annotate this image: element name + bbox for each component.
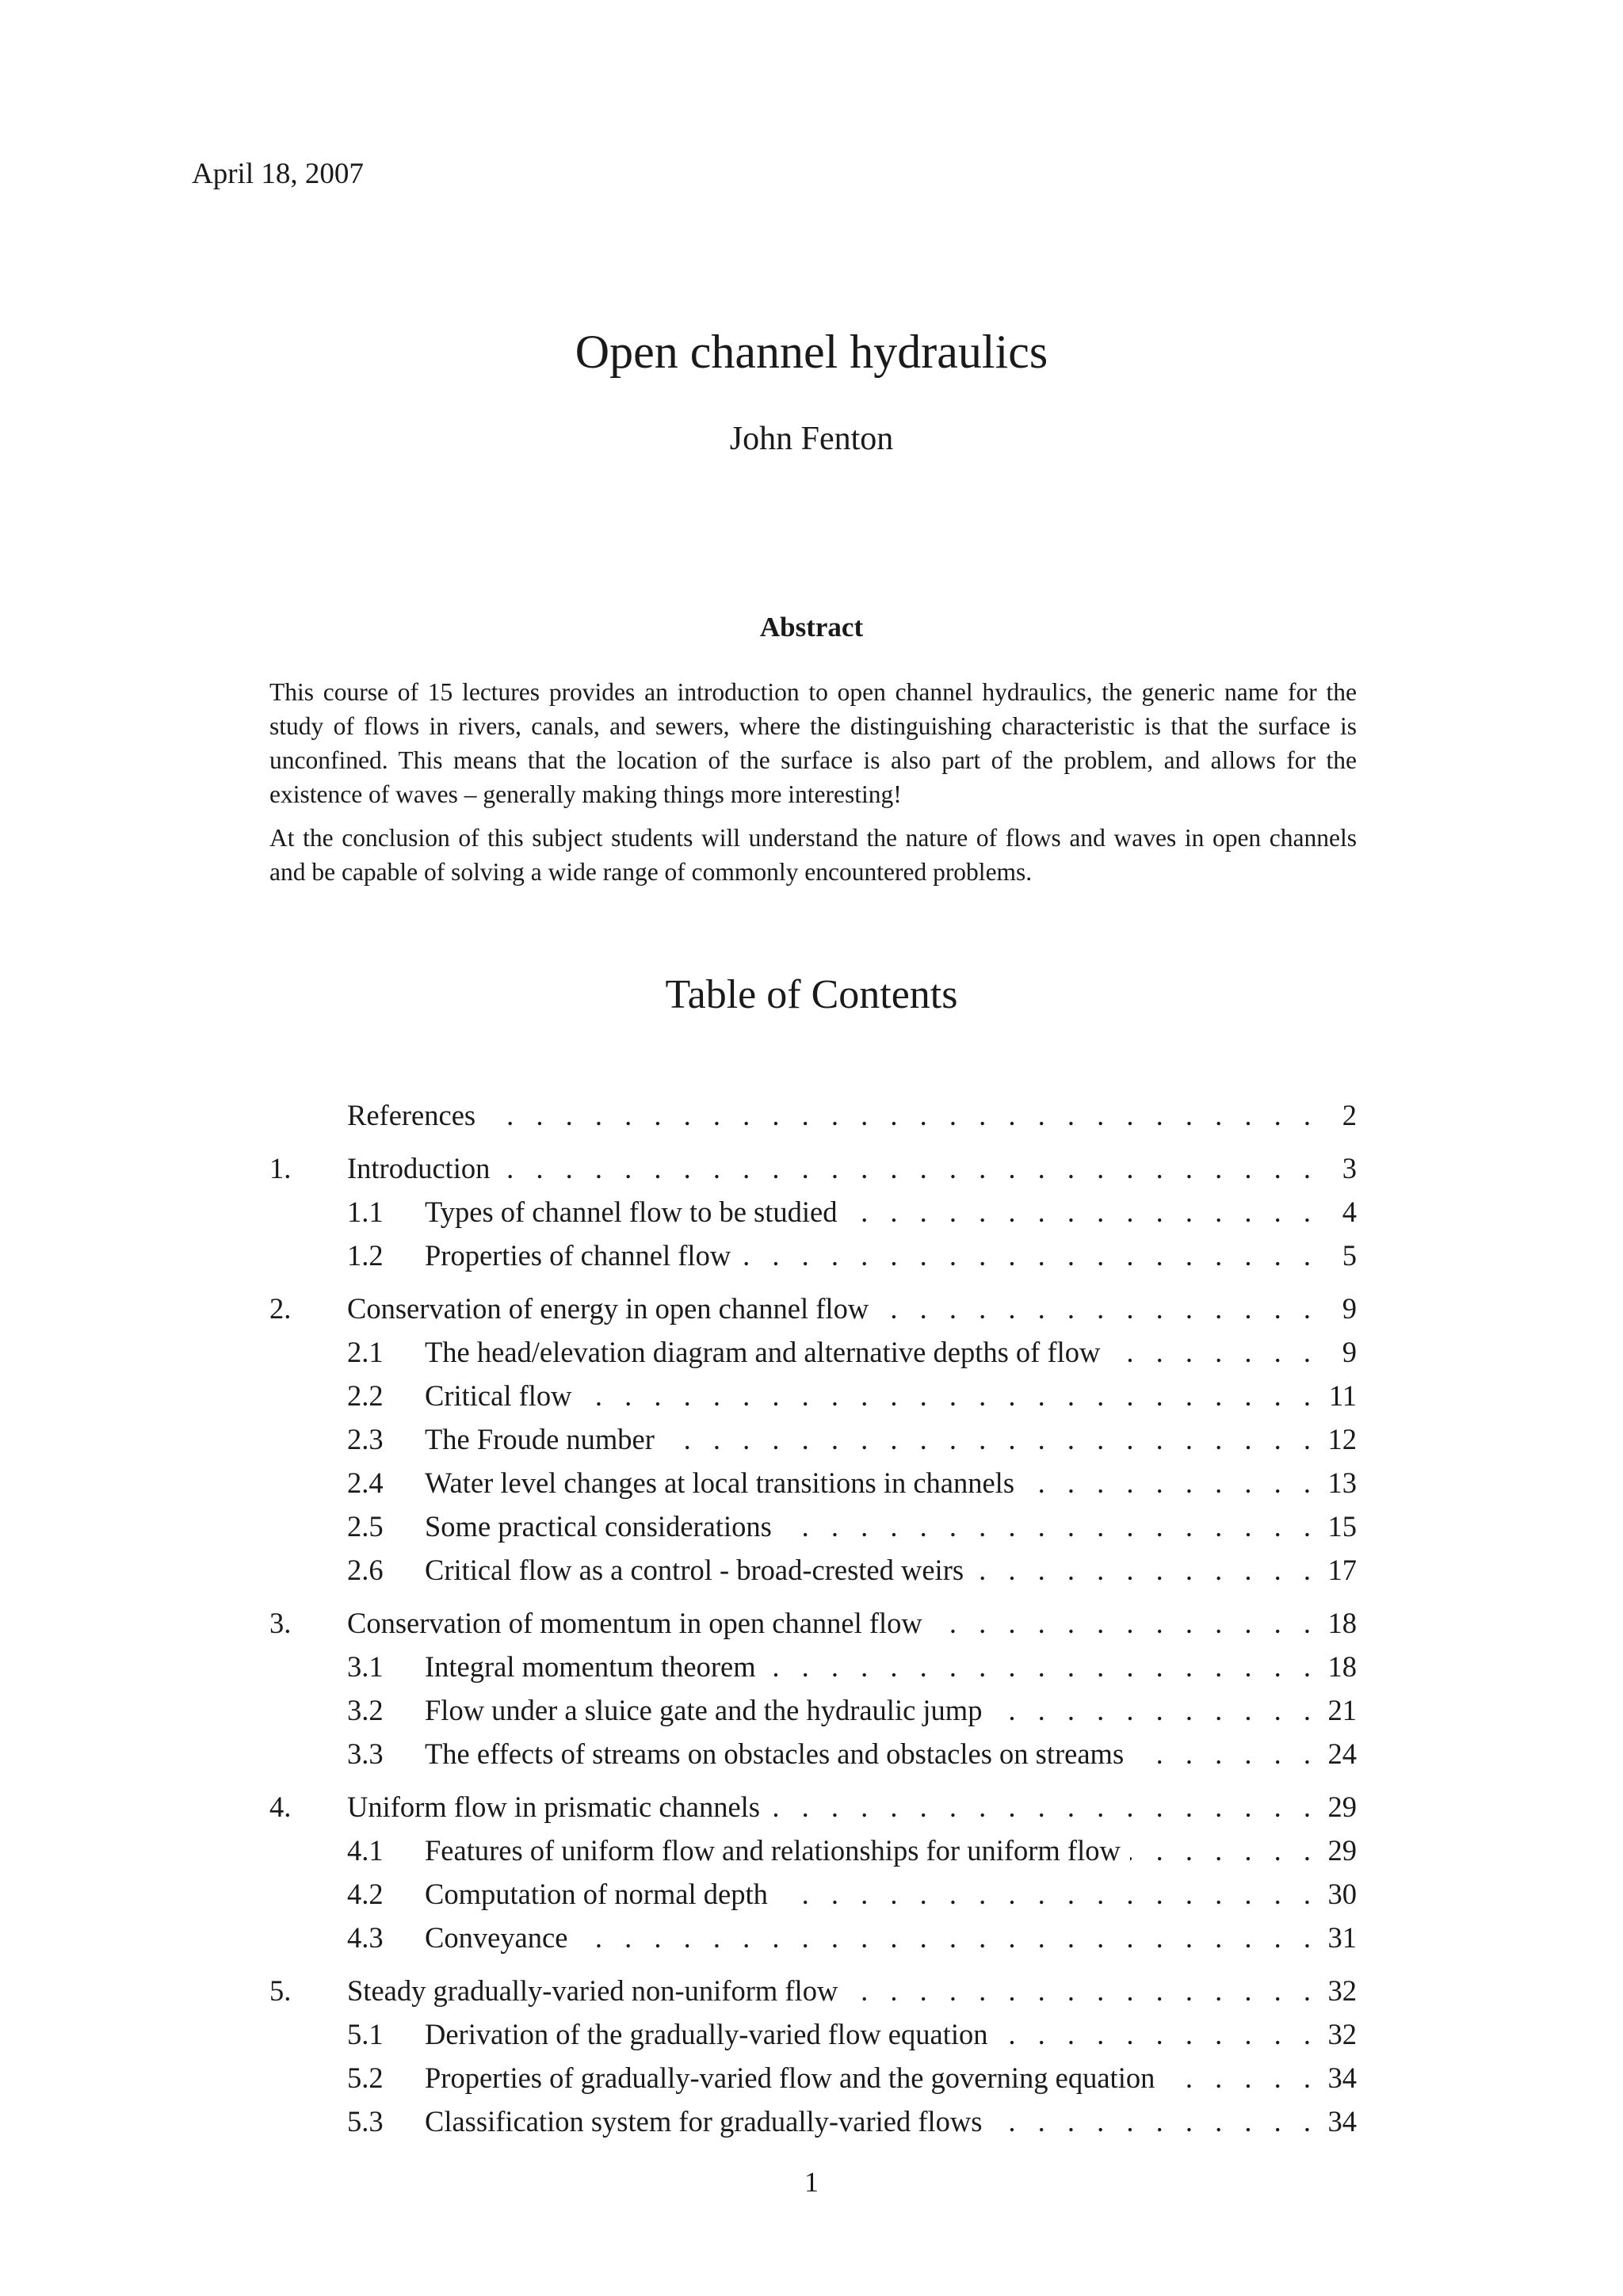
toc-entry-number: 5.1 [347,2018,384,2050]
toc-entry-page: 21 [1327,1694,1357,1726]
toc-entry-page: 9 [1342,1292,1357,1325]
toc-chapter-entry[interactable] [269,1601,1357,1645]
toc-entry-page: 4 [1342,1196,1357,1228]
toc-entry-title: Conservation of energy in open channel flow [347,1292,869,1325]
toc-section-entry[interactable] [269,1732,1357,1775]
toc-entry-title: The Froude number [425,1423,655,1455]
toc-section-entry[interactable] [269,1548,1357,1592]
toc-entry-number: 5. [269,1974,292,2007]
toc-entry-title: Computation of normal depth [425,1878,768,1910]
toc-dot-leader [932,1601,1311,1645]
toc-entry-page: 34 [1327,2105,1357,2138]
toc-dot-leader [781,1505,1311,1548]
toc-entry-number: 3.2 [347,1694,384,1726]
toc-entry-page: 31 [1327,1921,1357,1954]
toc-entry-title: The head/elevation diagram and alternative depths of flow [425,1336,1101,1368]
toc-section-entry[interactable] [269,1829,1357,1872]
toc-entry-title: Integral momentum theorem [425,1650,756,1683]
toc-chapter-entry[interactable] [269,1093,1357,1137]
toc-entry-number: 4.2 [347,1878,384,1910]
toc-chapter-entry[interactable] [269,1785,1357,1829]
toc-entry-number: 3. [269,1607,292,1639]
toc-entry-title: Properties of channel flow [425,1239,731,1272]
toc-entry-title: Conveyance [425,1921,568,1954]
toc-dot-leader [846,1190,1311,1234]
toc-dot-leader [1133,1732,1311,1775]
toc-section-entry[interactable] [269,2012,1357,2056]
toc-dot-leader [777,1872,1311,1916]
toc-entry-number: 2. [269,1292,292,1325]
toc-entry-page: 3 [1342,1152,1357,1184]
toc-dot-leader [998,2012,1312,2056]
toc-section-entry[interactable] [269,1461,1357,1505]
toc-entry-number: 2.2 [347,1379,384,1412]
toc-entry-title: References [347,1099,476,1131]
abstract-heading: Abstract [759,612,864,643]
toc-section-entry[interactable] [269,2100,1357,2143]
toc-entry-number: 3.3 [347,1737,384,1770]
toc-entry-page: 5 [1342,1239,1357,1272]
toc-entry-number: 1.2 [347,1239,384,1272]
toc-dot-leader [499,1146,1311,1190]
toc-entry-number: 2.4 [347,1466,384,1499]
toc-dot-leader [766,1645,1311,1688]
toc-heading: Table of Contents [665,972,958,1017]
toc-entry-title: Derivation of the gradually-varied flow equation [425,2018,988,2050]
toc-entry-title: Conservation of momentum in open channel flow [347,1607,922,1639]
toc-entry-page: 12 [1327,1423,1357,1455]
toc-entry-title: Properties of gradually-varied flow and the governing equation [425,2061,1155,2094]
toc-chapter-entry[interactable] [269,1287,1357,1330]
toc-entry-title: Some practical considerations [425,1510,772,1543]
toc-entry-number: 5.3 [347,2105,384,2138]
toc-dot-leader [991,2100,1311,2143]
toc-entry-number: 1. [269,1152,292,1184]
toc-dot-leader [740,1234,1311,1277]
toc-entry-title: Critical flow [425,1379,572,1412]
toc-entry-title: Types of channel flow to be studied [425,1196,838,1228]
toc-entry-title: Steady gradually-varied non-uniform flow [347,1974,838,2007]
toc-entry-number: 4. [269,1791,292,1823]
toc-entry-page: 34 [1327,2061,1357,2094]
page-number: 1 [804,2166,819,2198]
toc-section-entry[interactable] [269,1417,1357,1461]
toc-dot-leader [1024,1461,1311,1505]
document-title: Open channel hydraulics [575,326,1048,378]
abstract-paragraph: This course of 15 lectures provides an introduction to open channel hydraulics, the generic name for the study of flows in rivers, canals, and sewers, where the distinguishing characteristic is that the surface is unconfined. This means that the location of the surface is also part of the problem, and allows for the existence of waves – generally making things more interesting! [269,678,1357,808]
toc-entry-title: Water level changes at local transitions in channels [425,1466,1015,1499]
toc-entry-page: 17 [1327,1554,1357,1586]
table-of-contents [269,1093,1357,2143]
abstract-paragraph: At the conclusion of this subject students will understand the nature of flows and waves in open channels and be capable of solving a wide range of commonly encountered problems. [269,824,1357,886]
toc-dot-leader [878,1287,1311,1330]
abstract-body [269,675,1357,898]
toc-dot-leader [1109,1330,1311,1374]
toc-entry-title: The effects of streams on obstacles and obstacles on streams [425,1737,1125,1770]
toc-entry-number: 4.3 [347,1921,384,1954]
toc-entry-number: 2.3 [347,1423,384,1455]
toc-section-entry[interactable] [269,1645,1357,1688]
page-date: April 18, 2007 [192,158,364,190]
toc-entry-page: 32 [1327,1974,1357,2007]
toc-dot-leader [582,1374,1312,1417]
toc-section-entry[interactable] [269,1916,1357,1959]
toc-entry-number: 2.1 [347,1336,384,1368]
toc-entry-page: 11 [1328,1379,1357,1412]
toc-dot-leader [485,1093,1311,1137]
toc-dot-leader [1164,2056,1311,2100]
toc-dot-leader [847,1969,1311,2012]
toc-dot-leader [577,1916,1311,1959]
toc-dot-leader [769,1785,1311,1829]
toc-section-entry[interactable] [269,2056,1357,2100]
toc-entry-page: 15 [1327,1510,1357,1543]
author-name: John Fenton [729,421,894,457]
toc-entry-number: 2.5 [347,1510,384,1543]
toc-chapter-entry[interactable] [269,1146,1357,1190]
toc-entry-title: Classification system for gradually-varied flows [425,2105,983,2138]
toc-entry-title: Critical flow as a control - broad-crested weirs [425,1554,964,1586]
toc-section-entry[interactable] [269,1872,1357,1916]
toc-entry-number: 3.1 [347,1650,384,1683]
toc-entry-title: Flow under a sluice gate and the hydraulic jump [425,1694,983,1726]
toc-section-entry[interactable] [269,1688,1357,1732]
toc-entry-title: Uniform flow in prismatic channels [347,1791,761,1823]
toc-entry-page: 2 [1342,1099,1357,1131]
toc-entry-page: 18 [1327,1650,1357,1683]
toc-dot-leader [973,1548,1311,1592]
toc-entry-number: 5.2 [347,2061,384,2094]
toc-section-entry[interactable] [269,1330,1357,1374]
toc-entry-page: 29 [1327,1791,1357,1823]
toc-dot-leader [1130,1829,1311,1872]
toc-entry-number: 2.6 [347,1554,384,1586]
toc-entry-page: 32 [1327,2018,1357,2050]
toc-section-entry[interactable] [269,1190,1357,1234]
toc-entry-page: 18 [1327,1607,1357,1639]
toc-dot-leader [991,1688,1311,1732]
toc-entry-number: 1.1 [347,1196,384,1228]
toc-section-entry[interactable] [269,1374,1357,1417]
toc-entry-page: 13 [1327,1466,1357,1499]
toc-dot-leader [664,1417,1311,1461]
toc-entry-page: 29 [1327,1834,1357,1867]
toc-entry-title: Introduction [347,1152,491,1184]
toc-section-entry[interactable] [269,1234,1357,1277]
toc-entry-page: 24 [1327,1737,1357,1770]
toc-entry-page: 9 [1342,1336,1357,1368]
toc-chapter-entry[interactable] [269,1969,1357,2012]
toc-entry-page: 30 [1327,1878,1357,1910]
toc-entry-number: 4.1 [347,1834,384,1867]
toc-section-entry[interactable] [269,1505,1357,1548]
toc-entry-title: Features of uniform flow and relationships for uniform flow [425,1834,1121,1867]
